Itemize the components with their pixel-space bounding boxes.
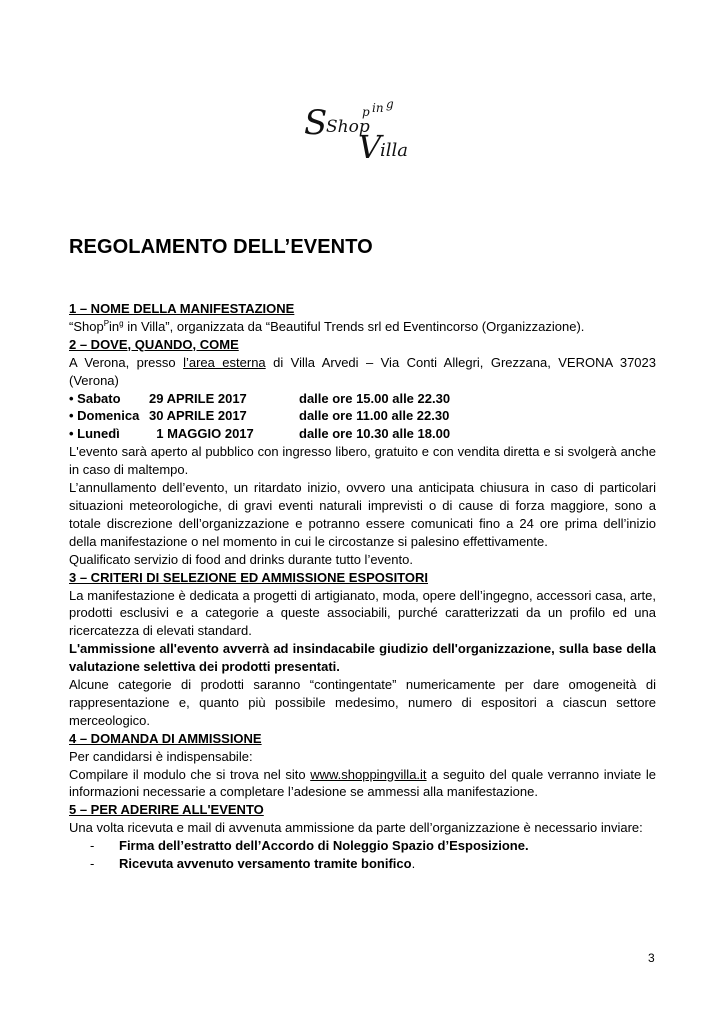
- s1-text-c: in Villa”, organizzata da “Beautiful Trends srl ed Eventincorso (Organizzazione).: [123, 318, 585, 334]
- s4-text-b: a seguito del quale verranno inviate le informazioni necessarie a completare l’adesione se ammessi alla manifestazione.: [69, 766, 656, 800]
- logo-s: S: [304, 103, 328, 143]
- section-2-paragraph: L’annullamento dell’evento, un ritardato inizio, ovvero una anticipata chiusura in caso di particolari situazioni meteorologiche, di gravi eventi naturali imprevisti o di cause di forza maggiore, sono a totale discrezione dell’organizzazione e potranno essere comunicati fino a 24 ore prima dell’inizio della manifestazione o nel momento in cui le circostanze si palesino effettivamente.: [69, 480, 656, 549]
- schedule-row: [69, 425, 656, 443]
- list-marker: -: [90, 838, 95, 854]
- logo-sup1: p: [362, 105, 370, 119]
- document-body: [69, 300, 656, 873]
- section-4-heading: 4 – DOMANDA DI AMMISSIONE: [69, 730, 262, 746]
- s1-text-b: in: [109, 318, 120, 334]
- list-item: [90, 855, 656, 873]
- section-1-heading: 1 – NOME DELLA MANIFESTAZIONE: [69, 301, 295, 316]
- section-4-paragraph: [69, 766, 656, 802]
- schedule-hours: dalle ore 11.00 alle 22.30: [299, 408, 450, 424]
- section-2-heading: 2 – DOVE, QUANDO, COME: [69, 336, 239, 352]
- schedule-row: [69, 390, 656, 408]
- section-4-paragraph: Per candidarsi è indispensabile:: [69, 748, 253, 764]
- s1-text-a: “Shop: [69, 318, 104, 334]
- schedule-date: 30 APRILE 2017: [149, 408, 247, 424]
- logo-word2-tail: illa: [380, 140, 409, 161]
- list-marker: -: [90, 856, 95, 872]
- section-2-paragraph: Qualificato servizio di food and drinks durante tutto l’evento.: [69, 551, 413, 567]
- schedule-date: 1 MAGGIO 2017: [149, 426, 254, 442]
- s1-sup-b: g: [119, 318, 124, 328]
- logo-sup2: in: [372, 101, 384, 115]
- schedule-day: • Lunedì: [69, 426, 120, 442]
- shopping-villa-logo: [300, 92, 430, 164]
- section-1-text: [69, 318, 656, 336]
- s1-sup-a: P: [103, 318, 110, 328]
- schedule-row: [69, 407, 656, 425]
- area-esterna-link[interactable]: l’area esterna: [183, 354, 266, 370]
- list-item-text: Ricevuta avvenuto versamento tramite bonifico: [119, 856, 412, 872]
- section-3-bold-paragraph: L'ammissione all'evento avverrà ad insindacabile giudizio dell'organizzazione, sulla base della valutazione selettiva dei prodotti presentati.: [69, 641, 656, 675]
- logo-v: V: [358, 128, 382, 164]
- logo-sup3: g: [386, 97, 394, 111]
- schedule-hours: dalle ore 10.30 alle 18.00: [299, 426, 451, 442]
- page-title: REGOLAMENTO DELL’EVENTO: [69, 236, 373, 258]
- website-link[interactable]: www.shoppingvilla.it: [310, 766, 427, 782]
- schedule-date: 29 APRILE 2017: [149, 390, 247, 406]
- section-3-paragraph: La manifestazione è dedicata a progetti di artigianato, moda, opere dell’ingegno, accessori casa, arte, prodotti esclusivi e a categorie a queste associabili, purché caratterizzati da un profilo ed una ricercatezza di elevati standard.: [69, 587, 656, 639]
- section-5-heading: 5 – PER ADERIRE ALL'EVENTO: [69, 802, 264, 818]
- list-item: [90, 837, 656, 855]
- section-5-paragraph: Una volta ricevuta e mail di avvenuta ammissione da parte dell’organizzazione è necessario inviare:: [69, 820, 643, 836]
- section-3-heading: 3 – CRITERI DI SELEZIONE ED AMMISSIONE ESPOSITORI: [69, 569, 429, 585]
- schedule-day: • Domenica: [69, 408, 140, 424]
- logo-word1: Shop: [326, 117, 370, 137]
- schedule-day: • Sabato: [69, 390, 121, 406]
- section-2-paragraph: L'evento sarà aperto al pubblico con ingresso libero, gratuito e con vendita diretta e si svolgerà anche in caso di maltempo.: [69, 444, 656, 478]
- s2-loc-a: A Verona, presso: [69, 354, 184, 370]
- list-item-tail: .: [411, 856, 416, 872]
- page-number: 3: [648, 951, 655, 965]
- schedule-hours: dalle ore 15.00 alle 22.30: [299, 390, 451, 406]
- s2-loc-b: di Villa Arvedi – Via Conti Allegri, Grezzana, VERONA 37023 (Verona): [69, 354, 656, 388]
- list-item-text: Firma dell’estratto dell’Accordo di Noleggio Spazio d’Esposizione.: [119, 838, 529, 854]
- section-3-paragraph: Alcune categorie di prodotti saranno “contingentate” numericamente per dare omogeneità di rappresentazione e, quanto più possibile medesimo, numero di espositori a ciascun settore merceologico.: [69, 677, 656, 728]
- section-2-location: [69, 354, 656, 390]
- logo-graphic: [300, 92, 430, 164]
- s4-text-a: Compilare il modulo che si trova nel sito: [69, 766, 311, 782]
